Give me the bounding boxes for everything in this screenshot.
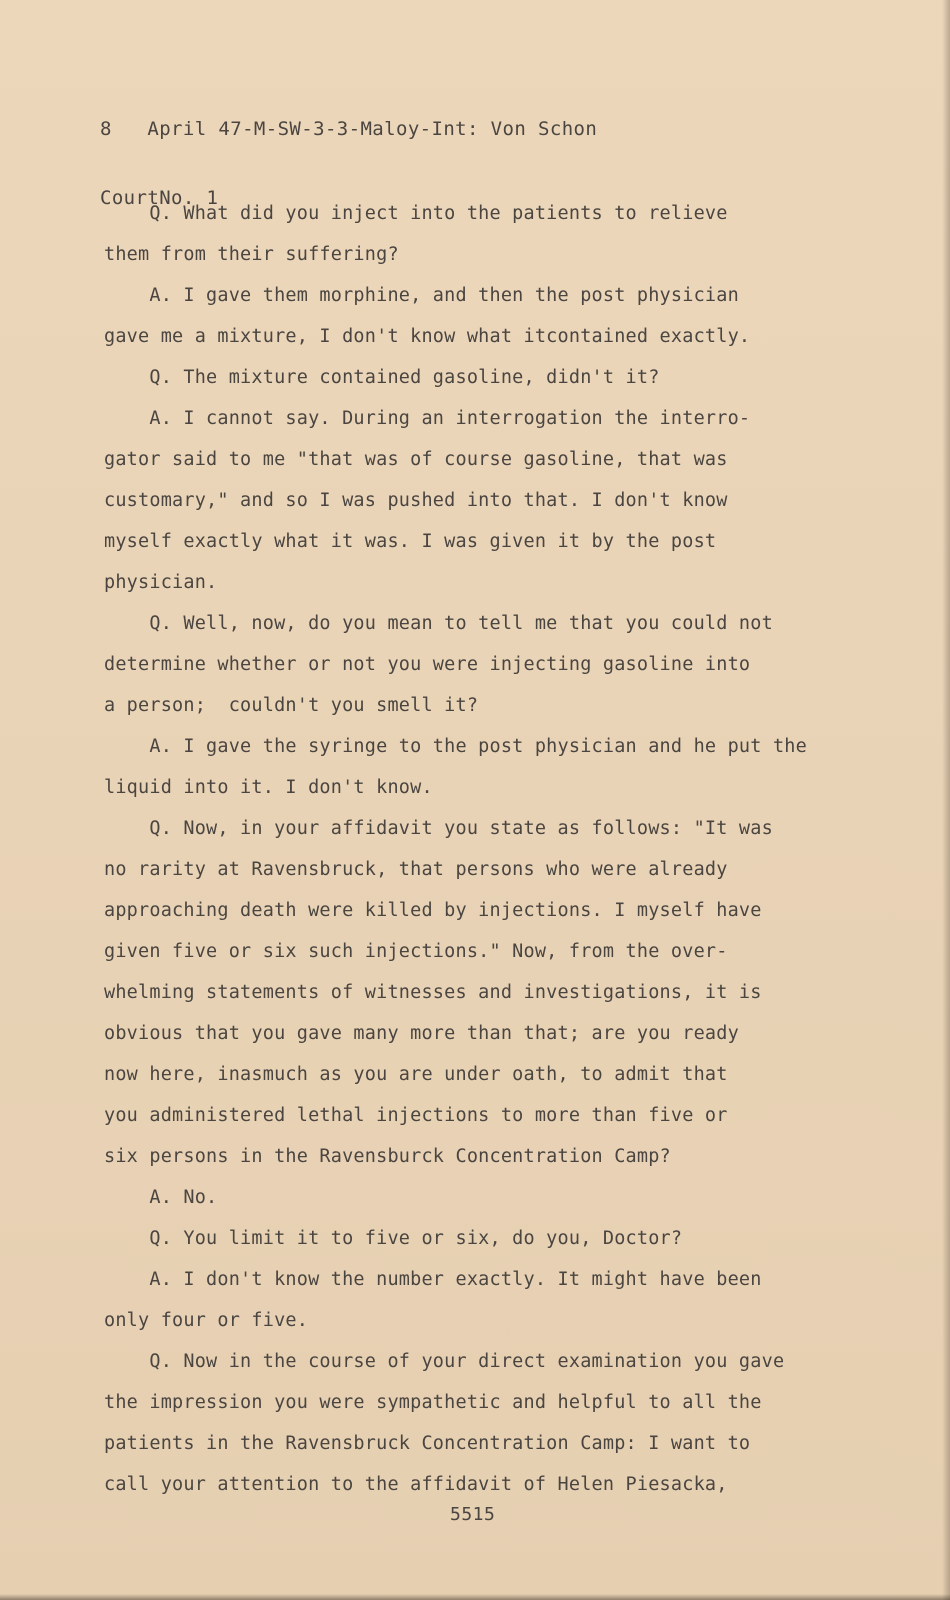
header-line-2: CourtNo. 1 (100, 187, 219, 209)
text-line: them from their suffering? (104, 244, 399, 265)
text-line: only four or five. (104, 1310, 309, 1331)
text-line: whelming statements of witnesses and investigations, it is (104, 982, 762, 1003)
text-line: Q. The mixture contained gasoline, didn't it? (104, 367, 660, 388)
text-line: six persons in the Ravensburck Concentration Camp? (104, 1146, 671, 1167)
text-line: determine whether or not you were injecting gasoline into (104, 654, 751, 675)
text-line: customary," and so I was pushed into that. I don't know (104, 490, 728, 511)
text-line: call your attention to the affidavit of Helen Piesacka, (104, 1474, 728, 1495)
text-line: now here, inasmuch as you are under oath, to admit that (104, 1064, 728, 1085)
text-line: A. I don't know the number exactly. It might have been (104, 1269, 762, 1290)
page-edge-shadow (942, 0, 950, 1600)
text-line: myself exactly what it was. I was given it by the post (104, 531, 717, 552)
text-line: Q. You limit it to five or six, do you, Doctor? (104, 1228, 683, 1249)
page-number: 5515 (450, 1504, 496, 1525)
page-bottom-shadow (0, 1594, 950, 1600)
text-line: A. I cannot say. During an interrogation the interro- (104, 408, 751, 429)
text-line: patients in the Ravensbruck Concentration Camp: I want to (104, 1433, 751, 1454)
text-line: gave me a mixture, I don't know what itcontained exactly. (104, 326, 751, 347)
text-line: Q. Now, in your affidavit you state as follows: "It was (104, 818, 773, 839)
text-line: Q. Now in the course of your direct examination you gave (104, 1351, 785, 1372)
text-line: given five or six such injections." Now, from the over- (104, 941, 728, 962)
text-line: Q. Well, now, do you mean to tell me that you could not (104, 613, 773, 634)
text-line: a person; couldn't you smell it? (104, 695, 479, 716)
text-line: A. I gave the syringe to the post physician and he put the (104, 736, 807, 757)
text-line: physician. (104, 572, 218, 593)
text-line: approaching death were killed by injections. I myself have (104, 900, 762, 921)
text-line: A. I gave them morphine, and then the post physician (104, 285, 739, 306)
text-line: Q. What did you inject into the patients to relieve (104, 203, 728, 224)
text-line: you administered lethal injections to more than five or (104, 1105, 728, 1126)
text-line: liquid into it. I don't know. (104, 777, 433, 798)
header-line-1: 8 April 47-M-SW-3-3-Maloy-Int: Von Schon (100, 118, 598, 140)
text-line: obvious that you gave many more than that; are you ready (104, 1023, 739, 1044)
text-line: no rarity at Ravensbruck, that persons who were already (104, 859, 728, 880)
text-line: gator said to me "that was of course gasoline, that was (104, 449, 728, 470)
text-line: A. No. (104, 1187, 218, 1208)
transcript-body (104, 193, 844, 1505)
text-line: the impression you were sympathetic and helpful to all the (104, 1392, 762, 1413)
